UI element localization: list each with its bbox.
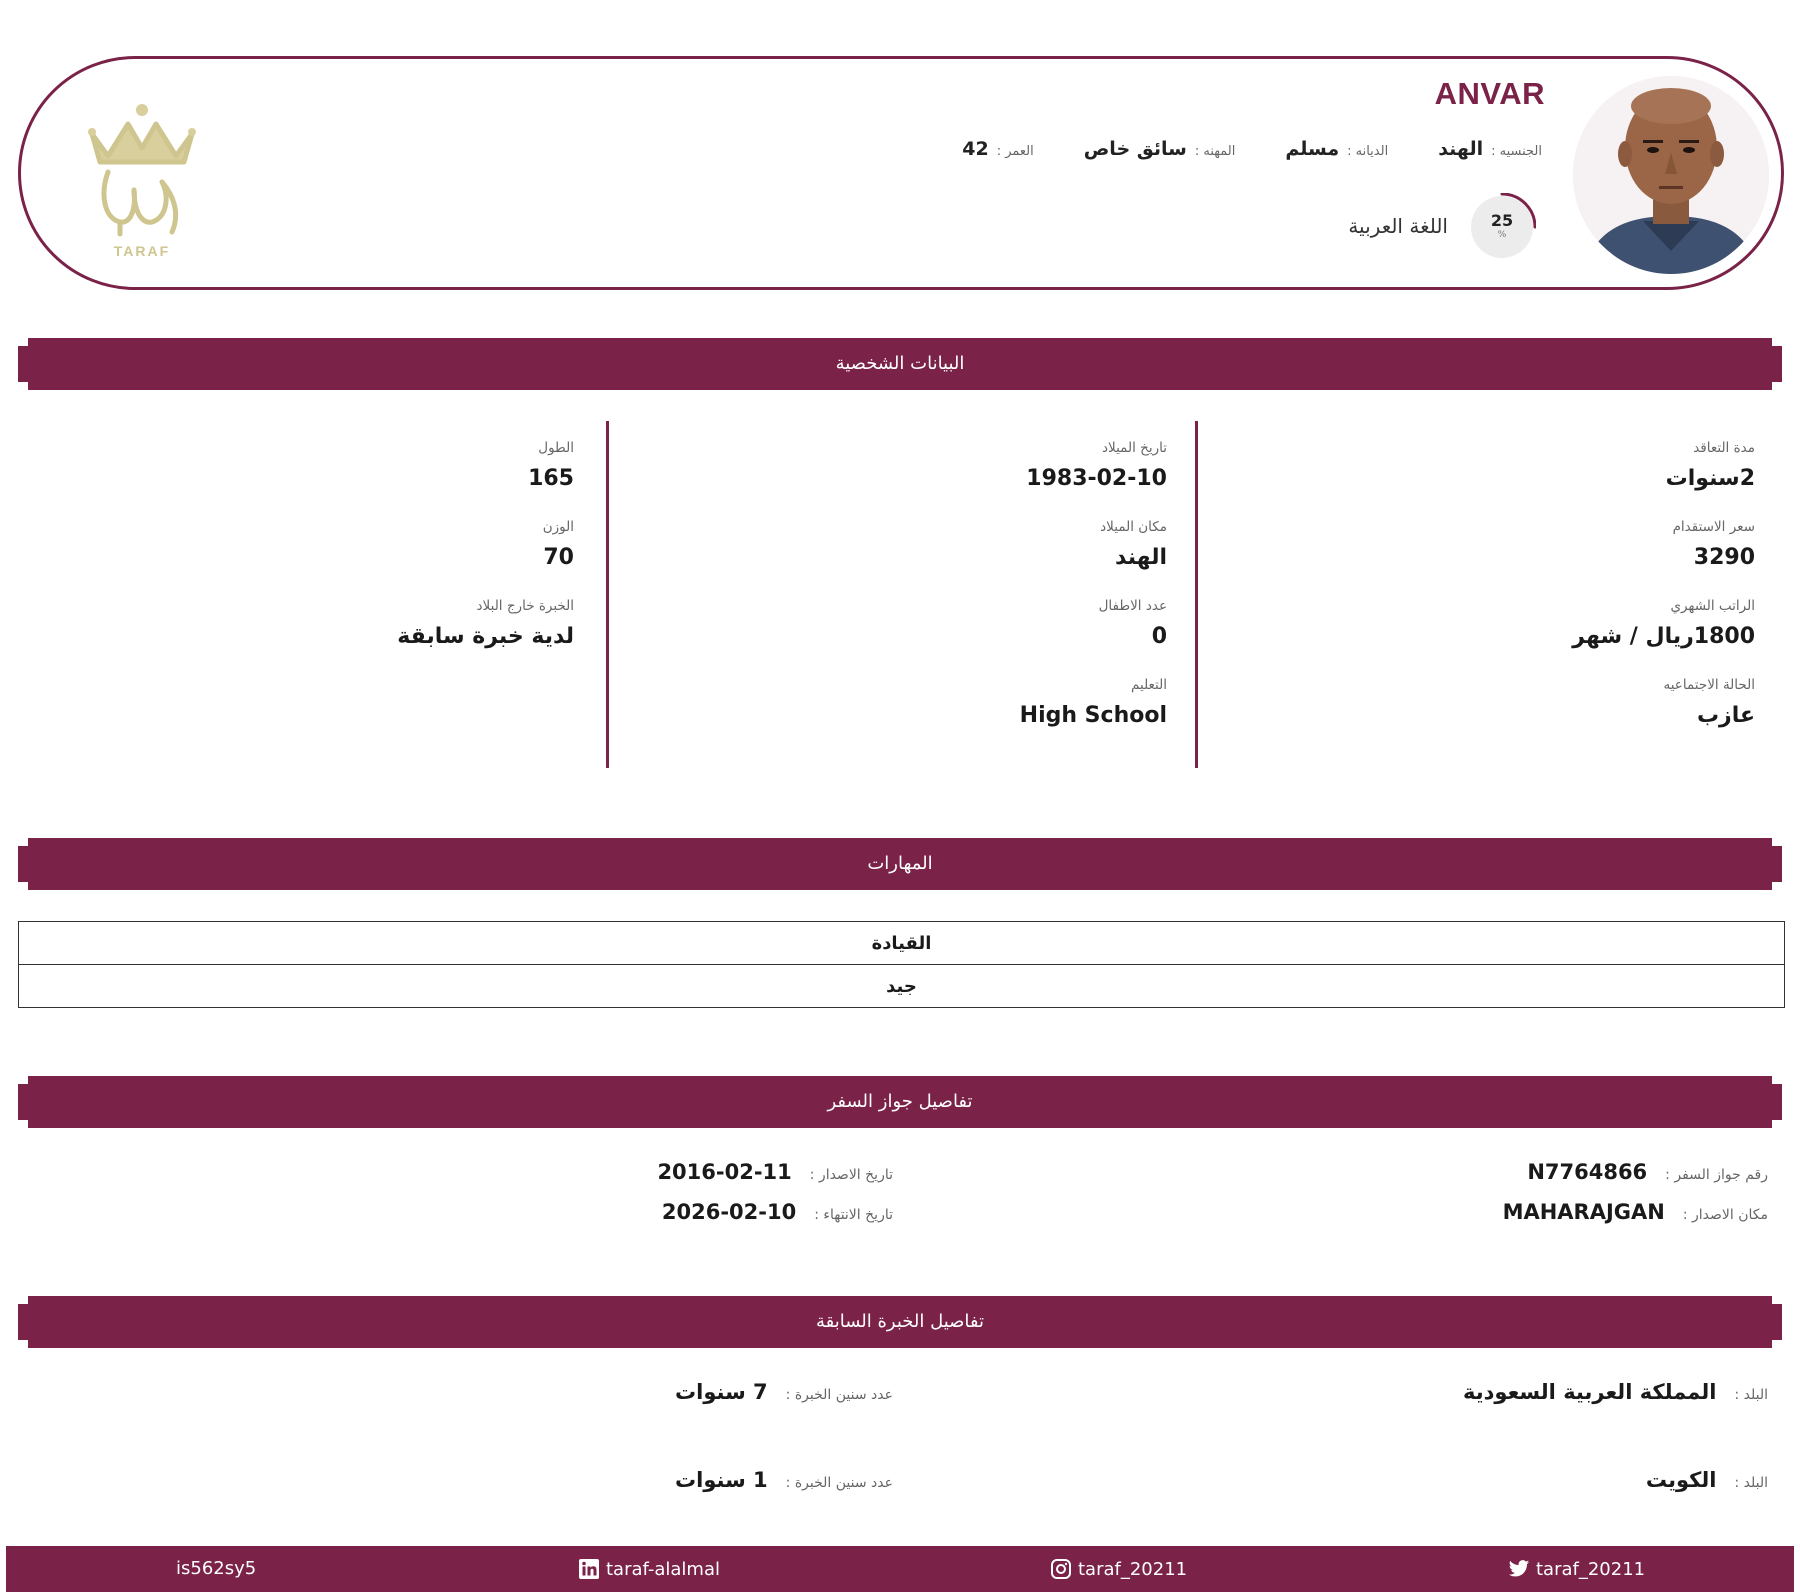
footer-twitter-link[interactable] [1508, 1558, 1645, 1580]
field-value: 1800ريال / شهر [1572, 624, 1755, 649]
height-field [54, 440, 574, 491]
field-value: لدية خبرة سابقة [397, 624, 574, 649]
footer-linkedin-link[interactable] [578, 1558, 720, 1580]
issue-date-row [657, 1160, 893, 1184]
field-label: الراتب الشهري [1670, 598, 1755, 614]
country-label: البلد : [1734, 1475, 1768, 1491]
expiry-date-label: تاريخ الانتهاء : [814, 1207, 893, 1223]
age-item [962, 138, 1034, 160]
arabic-language-label: اللغة العربية [1348, 214, 1448, 238]
birth-date-field [647, 440, 1167, 491]
passport-number-value: N7764866 [1527, 1160, 1648, 1184]
abroad-experience-field [54, 598, 574, 649]
issue-place-label: مكان الاصدار : [1682, 1207, 1768, 1223]
experience-country-row [1463, 1380, 1768, 1404]
years-value: 7 سنوات [675, 1380, 768, 1404]
taraf-logo [80, 94, 204, 260]
passport-number-row [1527, 1160, 1768, 1184]
monthly-salary-field [1235, 598, 1755, 649]
table-row [19, 965, 1785, 1008]
banner-experience: تفاصيل الخبرة السابقة [28, 1296, 1772, 1348]
experience-years-row [675, 1380, 893, 1404]
religion-value: مسلم [1285, 138, 1340, 160]
field-label: الحالة الاجتماعيه [1663, 677, 1755, 693]
profile-photo-image [1573, 76, 1769, 274]
field-value: 1983-02-10 [1026, 466, 1167, 491]
profession-item [1084, 138, 1236, 160]
personal-column-3 [54, 440, 574, 677]
linkedin-icon [578, 1558, 600, 1580]
field-label: عدد الاطفال [1098, 598, 1167, 614]
skills-table [18, 921, 1785, 1008]
age-label: العمر : [996, 144, 1034, 159]
religion-item [1285, 138, 1388, 160]
field-label: التعليم [1131, 677, 1167, 693]
gauge-value: 25 [1490, 211, 1514, 230]
linkedin-handle: taraf-alalmal [606, 1558, 720, 1580]
footer-code [176, 1558, 256, 1579]
recruitment-cost-field [1235, 519, 1755, 570]
skill-name-cell: القيادة [19, 922, 1785, 965]
issue-place-row [1503, 1200, 1768, 1224]
field-label: سعر الاستقدام [1672, 519, 1755, 535]
skill-level-cell: جيد [19, 965, 1785, 1008]
field-label: الطول [538, 440, 574, 456]
field-label: الوزن [542, 519, 574, 535]
years-value: 1 سنوات [675, 1468, 768, 1492]
candidate-name: ANVAR [1434, 76, 1545, 111]
field-label: تاريخ الميلاد [1102, 440, 1167, 456]
summary-info-row [962, 138, 1542, 160]
profession-value: سائق خاص [1083, 138, 1187, 160]
footer-instagram-link[interactable] [1050, 1558, 1187, 1580]
twitter-icon [1508, 1558, 1530, 1580]
footer-bar [6, 1546, 1794, 1592]
issue-place-value: MAHARAJGAN [1502, 1200, 1665, 1224]
twitter-handle: taraf_20211 [1536, 1558, 1646, 1580]
field-value: 3290 [1693, 545, 1755, 570]
children-count-field [647, 598, 1167, 649]
marital-status-field [1235, 677, 1755, 728]
field-value: 2سنوات [1665, 466, 1755, 491]
instagram-handle: taraf_20211 [1078, 1558, 1188, 1580]
table-row [19, 922, 1785, 965]
issue-date-label: تاريخ الاصدار : [809, 1167, 893, 1183]
country-label: البلد : [1734, 1387, 1768, 1403]
nationality-label: الجنسيه : [1491, 144, 1542, 159]
column-divider [606, 421, 609, 768]
personal-column-1 [1235, 440, 1755, 756]
profile-photo [1573, 76, 1769, 274]
profession-label: المهنه : [1194, 144, 1236, 159]
field-label: مدة التعاقد [1693, 440, 1755, 456]
years-label: عدد سنين الخبرة : [785, 1387, 893, 1403]
field-label: مكان الميلاد [1100, 519, 1167, 535]
country-value: الكويت [1645, 1468, 1717, 1492]
expiry-date-row [662, 1200, 893, 1224]
birth-place-field [647, 519, 1167, 570]
column-divider [1195, 421, 1198, 768]
age-value: 42 [962, 138, 989, 160]
weight-field [54, 519, 574, 570]
experience-country-row [1646, 1468, 1768, 1492]
field-value: 165 [528, 466, 574, 491]
field-label: الخبرة خارج البلاد [476, 598, 574, 614]
arabic-level-gauge [1468, 193, 1536, 261]
personal-column-2 [647, 440, 1167, 756]
gauge-percent-sign: % [1497, 230, 1507, 240]
nationality-value: الهند [1438, 138, 1484, 160]
expiry-date-value: 2026-02-10 [661, 1200, 797, 1224]
field-value: 0 [1151, 624, 1167, 649]
field-value: 70 [543, 545, 574, 570]
years-label: عدد سنين الخبرة : [785, 1475, 893, 1491]
contract-duration-field [1235, 440, 1755, 491]
issue-date-value: 2016-02-11 [657, 1160, 792, 1184]
education-field [647, 677, 1167, 728]
crown-logo-icon [80, 94, 204, 260]
field-value: عازب [1696, 703, 1755, 728]
logo-text: TARAF [113, 243, 171, 259]
field-value: الهند [1114, 545, 1167, 570]
country-value: المملكة العربية السعودية [1463, 1380, 1717, 1404]
instagram-icon [1050, 1558, 1072, 1580]
religion-label: الديانه : [1347, 144, 1389, 159]
banner-personal-info: البيانات الشخصية [28, 338, 1772, 390]
banner-passport: تفاصيل جواز السفر [28, 1076, 1772, 1128]
footer-code-text: is562sy5 [176, 1558, 257, 1579]
banner-skills: المهارات [28, 838, 1772, 890]
field-value: High School [1019, 703, 1167, 728]
passport-number-label: رقم جواز السفر : [1665, 1167, 1768, 1183]
experience-years-row [675, 1468, 893, 1492]
nationality-item [1438, 138, 1542, 160]
